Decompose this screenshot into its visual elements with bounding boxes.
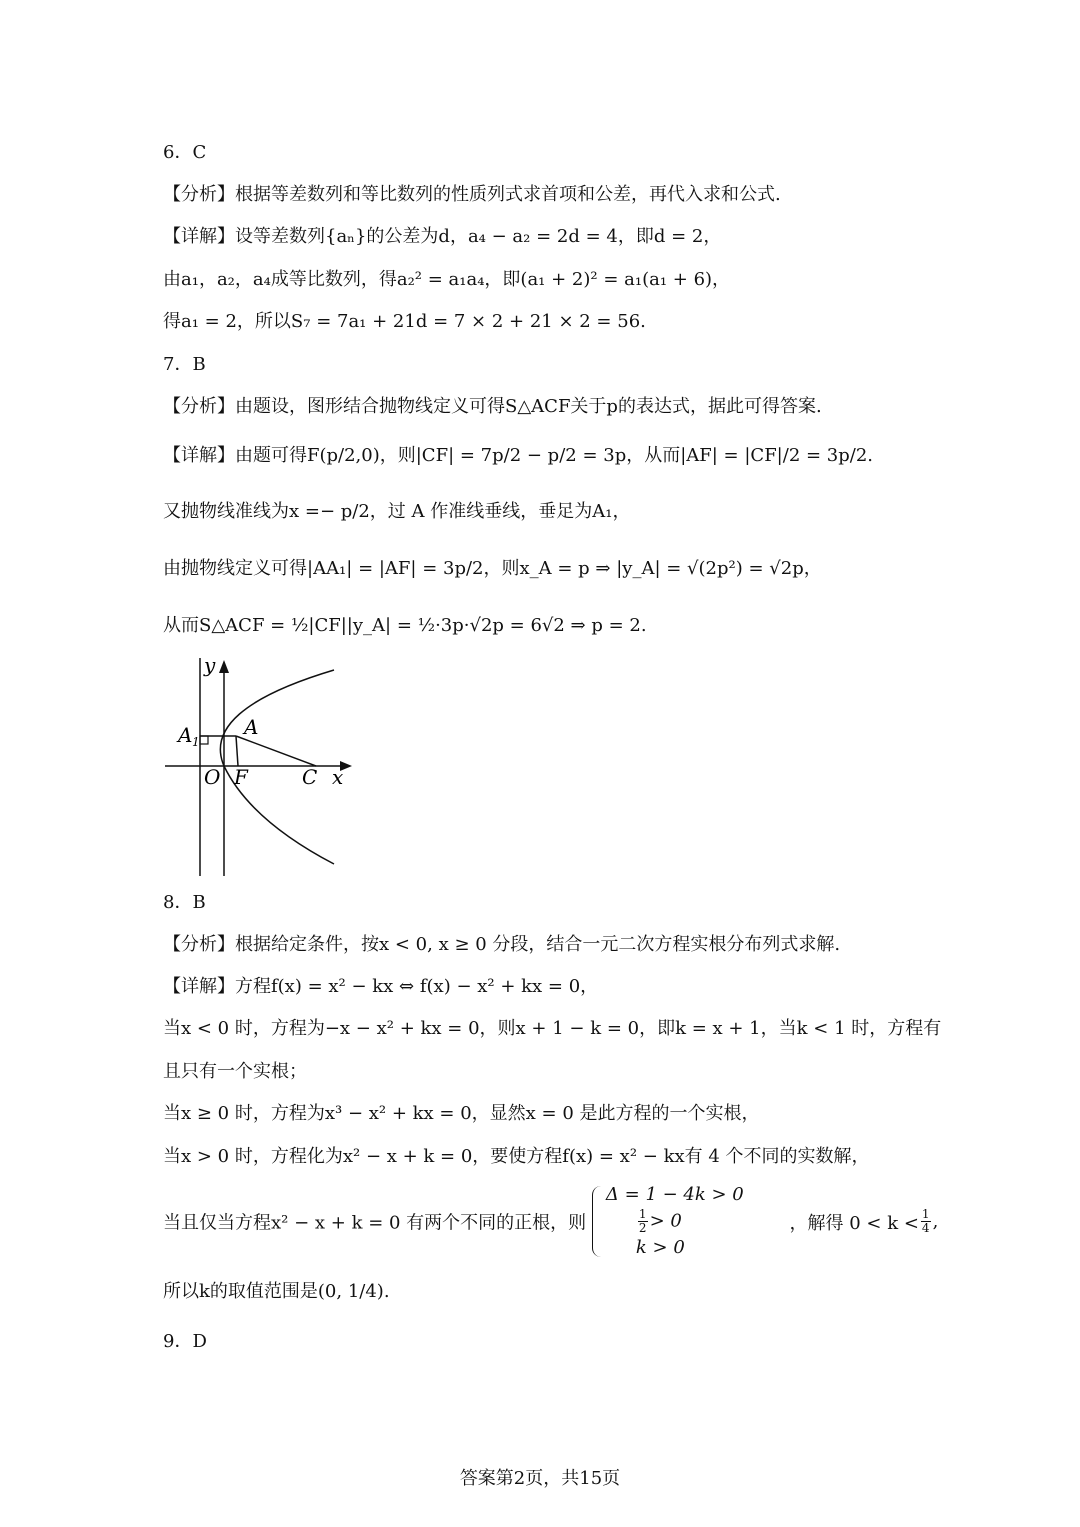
- q7-detail-1-text: 由题可得F(p/2,0)，则|CF| = 7p/2 − p/2 = 3p，从而|AF| = |CF|/2 = 3p/2.: [235, 445, 874, 466]
- condition-system: [592, 1182, 744, 1261]
- q7-analysis: 【分析】由题设，图形结合抛物线定义可得S△ACF关于p的表达式，据此可得答案.: [163, 396, 822, 417]
- segment-AF: [236, 736, 238, 766]
- q9-heading: 9．D: [163, 1331, 207, 1352]
- y-axis-arrow: [219, 660, 229, 673]
- q8-detail-1-text: 方程f(x) = x² − kx ⇔ f(x) − x² + kx = 0，: [235, 976, 599, 997]
- sys-line-2-text: > 0: [649, 1210, 682, 1232]
- q6-detail-1: [163, 225, 721, 249]
- label-C: C: [302, 765, 318, 789]
- q8-detail-4: 当x ≥ 0 时，方程为x³ − x² + kx = 0，显然x = 0 是此方程的一个实根，: [163, 1103, 760, 1124]
- q6-analysis: 【分析】根据等差数列和等比数列的性质列式求首项和公差，再代入求和公式.: [163, 184, 781, 205]
- q6-detail-2: 由a₁，a₂，a₄成等比数列，得a₂² = a₁a₄，即(a₁ + 2)² = a₁(a₁ + 6)，: [163, 269, 731, 290]
- detail-label: 【详解】: [163, 976, 235, 997]
- label-y: y: [204, 653, 216, 677]
- q8-heading: 8．B: [163, 892, 206, 913]
- q7-detail-4: 从而S△ACF = ½|CF||y_A| = ½·3p·√2p = 6√2 ⇒ p = 2.: [163, 615, 647, 636]
- q8-detail-5: 当x > 0 时，方程化为x² − x + k = 0，要使方程f(x) = x² − kx有 4 个不同的实数解，: [163, 1146, 870, 1167]
- q6-detail-1-text: 设等差数列{aₙ}的公差为d，a₄ − a₂ = 2d = 4，即d = 2，: [235, 226, 722, 247]
- sys-line-2: $\frac{1}{2}$ > 0: [638, 1207, 682, 1235]
- q8-detail-6: 当且仅当方程x² − x + k = 0 有两个不同的正根，则 Δ = 1 − 4k > 0 $\frac{1}{2}$ > 0 k > 0 ，解得 0 < k < $\frac{1}{4}$ ,: [163, 1182, 938, 1261]
- q8-detail-6b: ，解得 0 < k <: [789, 1212, 919, 1234]
- parabola-figure: [160, 650, 360, 880]
- label-A: A: [244, 715, 259, 739]
- q8-detail-1: [163, 975, 598, 999]
- label-x: x: [332, 765, 344, 789]
- page-footer: 答案第2页，共15页: [459, 1468, 621, 1489]
- q8-detail-3: 且只有一个实根；: [163, 1061, 307, 1082]
- q7-heading: 7．B: [163, 354, 206, 375]
- q7-detail-2: 又抛物线准线为x =− p/2，过 A 作准线垂线，垂足为A₁，: [163, 501, 631, 522]
- q7-detail-3: 由抛物线定义可得|AA₁| = |AF| = 3p/2，则x_A = p ⇒ |y_A| = √(2p²) = √2p，: [163, 558, 822, 579]
- q8-detail-2: 当x < 0 时，方程为−x − x² + kx = 0，则x + 1 − k = 0，即k = x + 1，当k < 1 时，方程有: [163, 1018, 942, 1039]
- q8-detail-7: 所以k的取值范围是(0, 1/4).: [163, 1281, 390, 1302]
- sys-line-3: k > 0: [635, 1237, 685, 1258]
- label-O: O: [204, 765, 221, 789]
- segment-AC: [236, 736, 316, 766]
- q8-detail-6a: 当且仅当方程x² − x + k = 0 有两个不同的正根，则: [163, 1212, 587, 1234]
- q6-detail-3: 得a₁ = 2，所以S₇ = 7a₁ + 21d = 7 × 2 + 21 × 2 = 56.: [163, 311, 646, 332]
- label-A1: A: [178, 723, 193, 747]
- q6-heading: 6．C: [163, 142, 207, 163]
- label-F: F: [234, 765, 248, 789]
- label-A1-sub: 1: [192, 735, 200, 749]
- q8-analysis: 【分析】根据给定条件，按x < 0, x ≥ 0 分段，结合一元二次方程实根分布列式求解.: [163, 934, 841, 955]
- right-angle-mark: [200, 736, 208, 744]
- q7-detail-1: [163, 444, 873, 468]
- sys-line-1: Δ = 1 − 4k > 0: [605, 1184, 744, 1205]
- detail-label: 【详解】: [163, 445, 235, 466]
- detail-label: 【详解】: [163, 226, 235, 247]
